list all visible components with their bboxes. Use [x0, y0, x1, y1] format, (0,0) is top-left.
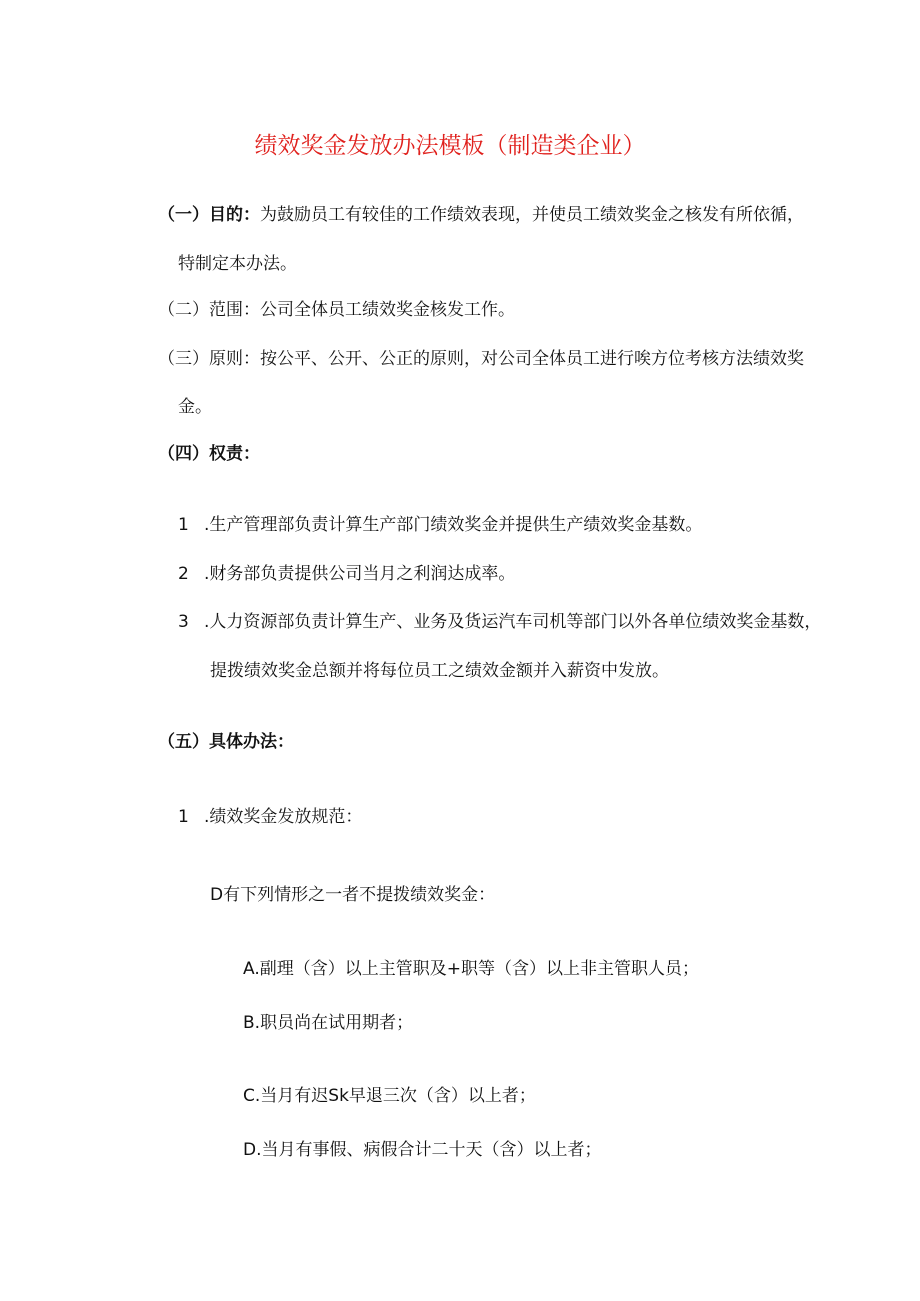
condition-item: B.职员尚在试用期者；: [243, 1013, 414, 1033]
condition-item: C.当月有迟Sk早退三次（含）以上者；: [243, 1086, 536, 1106]
section-purpose-continuation: 特制定本办法。: [178, 254, 297, 274]
responsibility-item: [178, 611, 821, 633]
section-principle-label: （三）: [158, 349, 209, 369]
method-item: [178, 806, 362, 828]
section-scope: [158, 299, 515, 321]
section-purpose-label: （一）目的：: [158, 205, 260, 225]
responsibility-item: [178, 514, 702, 536]
responsibility-item: [178, 563, 515, 585]
list-number: 2: [178, 564, 189, 584]
list-number: 3: [178, 612, 189, 632]
list-item-text: .绩效奖金发放规范：: [204, 807, 363, 827]
method-sub-heading: D有下列情形之一者不提拨绩效奖金：: [210, 885, 496, 905]
section-purpose-text: 为鼓励员工有较佳的工作绩效表现，并使员工绩效奖金之核发有所依循，: [260, 205, 804, 225]
list-number: 1: [178, 807, 189, 827]
list-item-text: .生产管理部负责计算生产部门绩效奖金并提供生产绩效奖金基数。: [204, 515, 703, 535]
section-responsibility-heading: （四）权责：: [158, 444, 260, 464]
list-item-text: .人力资源部负责计算生产、业务及货运汽车司机等部门以外各单位绩效奖金基数，: [204, 612, 822, 632]
section-purpose: [158, 204, 804, 226]
document-title: 绩效奖金发放办法模板（制造类企业）: [254, 133, 646, 159]
section-principle: [158, 348, 804, 370]
section-method-heading: （五）具体办法：: [158, 732, 294, 752]
section-scope-text: 范围：公司全体员工绩效奖金核发工作。: [209, 300, 515, 320]
list-item-text: .财务部负责提供公司当月之利润达成率。: [204, 564, 516, 584]
section-scope-label: （二）: [158, 300, 209, 320]
list-number: 1: [178, 515, 189, 535]
condition-item: D.当月有事假、病假合计二十天（含）以上者；: [243, 1140, 602, 1160]
condition-item: A.副理（含）以上主管职及+职等（含）以上非主管职人员；: [243, 959, 699, 979]
section-principle-text: 原则：按公平、公开、公正的原则，对公司全体员工进行唉方位考核方法绩效奖: [209, 349, 804, 369]
responsibility-item-continuation: 提拨绩效奖金总额并将每位员工之绩效金额并入薪资中发放。: [210, 661, 669, 681]
section-principle-continuation: 金。: [178, 397, 212, 417]
